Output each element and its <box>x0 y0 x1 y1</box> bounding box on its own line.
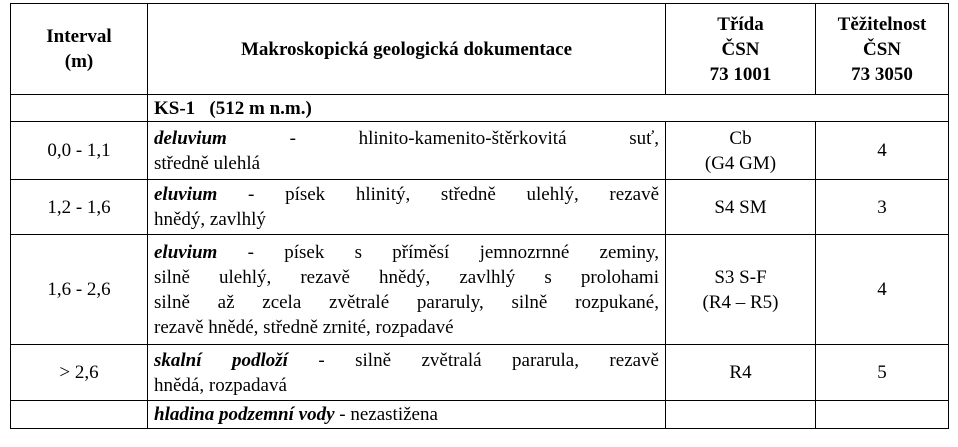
layer-term: hladina podzemní vody <box>154 404 335 425</box>
description-line <box>154 240 659 265</box>
layer-term: eluvium <box>154 184 218 205</box>
header-interval-line1: Interval <box>46 26 112 47</box>
description-line <box>154 182 659 207</box>
table-row <box>11 180 949 235</box>
description-line: hnědý, zavlhlý <box>154 209 266 230</box>
class-cell <box>666 345 816 401</box>
site-row <box>11 95 949 122</box>
class-value: S4 SM <box>714 196 767 218</box>
description-cell <box>148 235 666 345</box>
header-workability-line1: Těžitelnost <box>837 13 927 35</box>
layer-term: skalní podloží <box>154 349 288 371</box>
class-cell <box>666 235 816 345</box>
layer-term: deluvium <box>154 127 227 149</box>
header-class <box>666 4 816 95</box>
workability-cell: 3 <box>816 180 949 235</box>
description-line <box>154 348 659 373</box>
description-line <box>154 402 659 427</box>
header-workability-line2: ČSN <box>862 38 901 60</box>
table-row <box>11 401 949 429</box>
description-text: - písek s příměsí jemnozrnné zeminy, <box>217 241 659 263</box>
class-value: R4 <box>729 362 752 383</box>
class-cell <box>666 122 816 180</box>
workability-cell: 4 <box>816 122 949 180</box>
header-class-line3: 73 1001 <box>709 63 772 85</box>
header-workability-line3: 73 3050 <box>851 63 913 85</box>
description-line: rezavě hnědé, středně zrnité, rozpadavé <box>154 316 454 338</box>
interval-cell: 1,6 - 2,6 <box>11 235 148 345</box>
interval-cell: 1,2 - 1,6 <box>11 180 148 235</box>
description-text: - nezastižena <box>334 404 438 425</box>
description-line: silně až zcela zvětralé pararuly, silně rozpukané, <box>154 291 659 313</box>
class-cell <box>666 401 816 429</box>
geology-table <box>10 3 949 429</box>
header-interval <box>11 4 148 95</box>
table-row <box>11 122 949 180</box>
description-text: - písek hlinitý, středně ulehlý, rezavě <box>217 184 659 205</box>
header-interval-line2: (m) <box>64 51 94 72</box>
workability-cell <box>816 401 949 429</box>
class-cell <box>666 180 816 235</box>
class-value: (R4 – R5) <box>702 291 779 313</box>
header-class-line2: ČSN <box>721 38 760 60</box>
header-description: Makroskopická geologická dokumentace <box>148 4 666 95</box>
description-cell <box>148 122 666 180</box>
table-row <box>11 235 949 345</box>
description-text: - hlinito-kamenito-štěrkovitá suť, <box>226 127 659 149</box>
interval-cell <box>11 401 148 429</box>
description-text: - silně zvětralá pararula, rezavě <box>287 349 659 371</box>
site-label: KS-1 (512 m n.m.) <box>148 95 949 122</box>
header-workability <box>816 4 949 95</box>
site-empty-cell <box>11 95 148 122</box>
description-cell <box>148 180 666 235</box>
header-row <box>11 4 949 95</box>
layer-term: eluvium <box>154 241 218 263</box>
workability-cell: 5 <box>816 345 949 401</box>
header-class-line1: Třída <box>717 13 764 35</box>
interval-cell: > 2,6 <box>11 345 148 401</box>
description-line: hnědá, rozpadavá <box>154 374 287 396</box>
class-value: Cb <box>729 127 752 149</box>
description-line: silně ulehlý, rezavě hnědý, zavlhlý s prolohami <box>154 266 659 288</box>
class-value: (G4 GM) <box>704 152 777 174</box>
interval-cell: 0,0 - 1,1 <box>11 122 148 180</box>
description-line <box>154 126 659 151</box>
description-line: středně ulehlá <box>154 152 261 174</box>
description-cell <box>148 401 666 429</box>
description-cell <box>148 345 666 401</box>
table-row <box>11 345 949 401</box>
class-value: S3 S-F <box>714 266 767 288</box>
workability-cell: 4 <box>816 235 949 345</box>
